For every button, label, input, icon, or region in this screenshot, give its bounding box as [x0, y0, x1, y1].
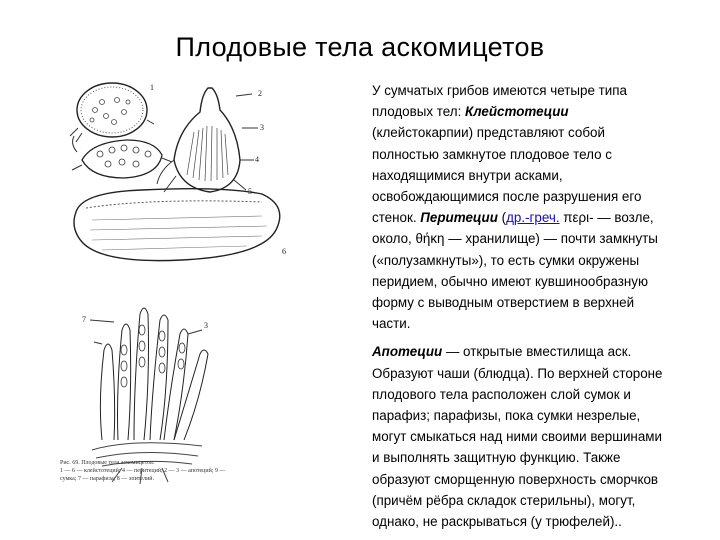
perithecium-drawing: [157, 88, 258, 192]
paragraph-fruiting-types: У сумчатых грибов имеются четыре типа плодовых тел: Клейстотеции (клейстокарпии) представляют собой полностью замкнутое плодовое тело с находящимися внутри асками, освобождающимися после разрушения его стенок. Перитеции (др.-греч. περι- — возле, около, θήκη — хранилище) — почти замкнуты («полузамкнуты»), то есть сумки окружены перидием, обычно имеют кувшинообразную форму с выводным отверстием в верхней части.: [372, 83, 658, 332]
figure-bottom-label: 7: [82, 315, 86, 324]
figure-top-label: 5: [248, 187, 252, 196]
figure-caption-line: 1 — 6 — клейстотеций; 4 — перитеций; 2 — 3 — апотеций; 9 —: [60, 468, 226, 474]
term-apothecia: Апотеции: [372, 344, 443, 360]
figure-bottom-label: 3: [204, 321, 208, 330]
paragraph-apothecia: Апотеции — открытые вместилища аск. Образуют чаши (блюдца). По верхней стороне плодового тела расположен слой сумок и парафиз; парафизы, пока сумки незрелые, могут смыкаться над ними своими вершинами и выполнять защитную функцию. Также образуют сморщенную поверхность сморчков (причём рёбра складок стерильны), могут, однако, не раскрываться (у трюфелей)..: [372, 344, 663, 530]
cleistothecium-drawing: [70, 83, 154, 142]
figure-top-label: 3: [260, 123, 264, 132]
fruiting-bodies-illustration: [62, 80, 362, 270]
figure-top-label: 4: [255, 155, 259, 164]
figure-caption-line: Рис. 69. Плодовые тела аскомицетов:: [60, 460, 155, 466]
figure-caption: [60, 459, 290, 483]
term-cleistothecia: Клейстотеции: [465, 104, 569, 120]
figure-top-label: 1: [150, 83, 154, 92]
figure-top-label: 6: [282, 247, 286, 256]
apothecium-section-drawing: [74, 189, 280, 261]
figure-caption-line: сумка; 7 — парафиза; 8 — эпителий.: [60, 476, 154, 482]
term-perithecia: Перитеции: [420, 210, 498, 226]
disc-ascocarp-drawing: [72, 136, 172, 178]
asci-cluster-drawing: [92, 308, 208, 484]
description-text: [372, 80, 664, 532]
greek-link[interactable]: др.-греч.: [506, 210, 560, 226]
slide-title: Плодовые тела аскомицетов: [175, 32, 545, 62]
figure-top-label: 2: [258, 89, 262, 98]
